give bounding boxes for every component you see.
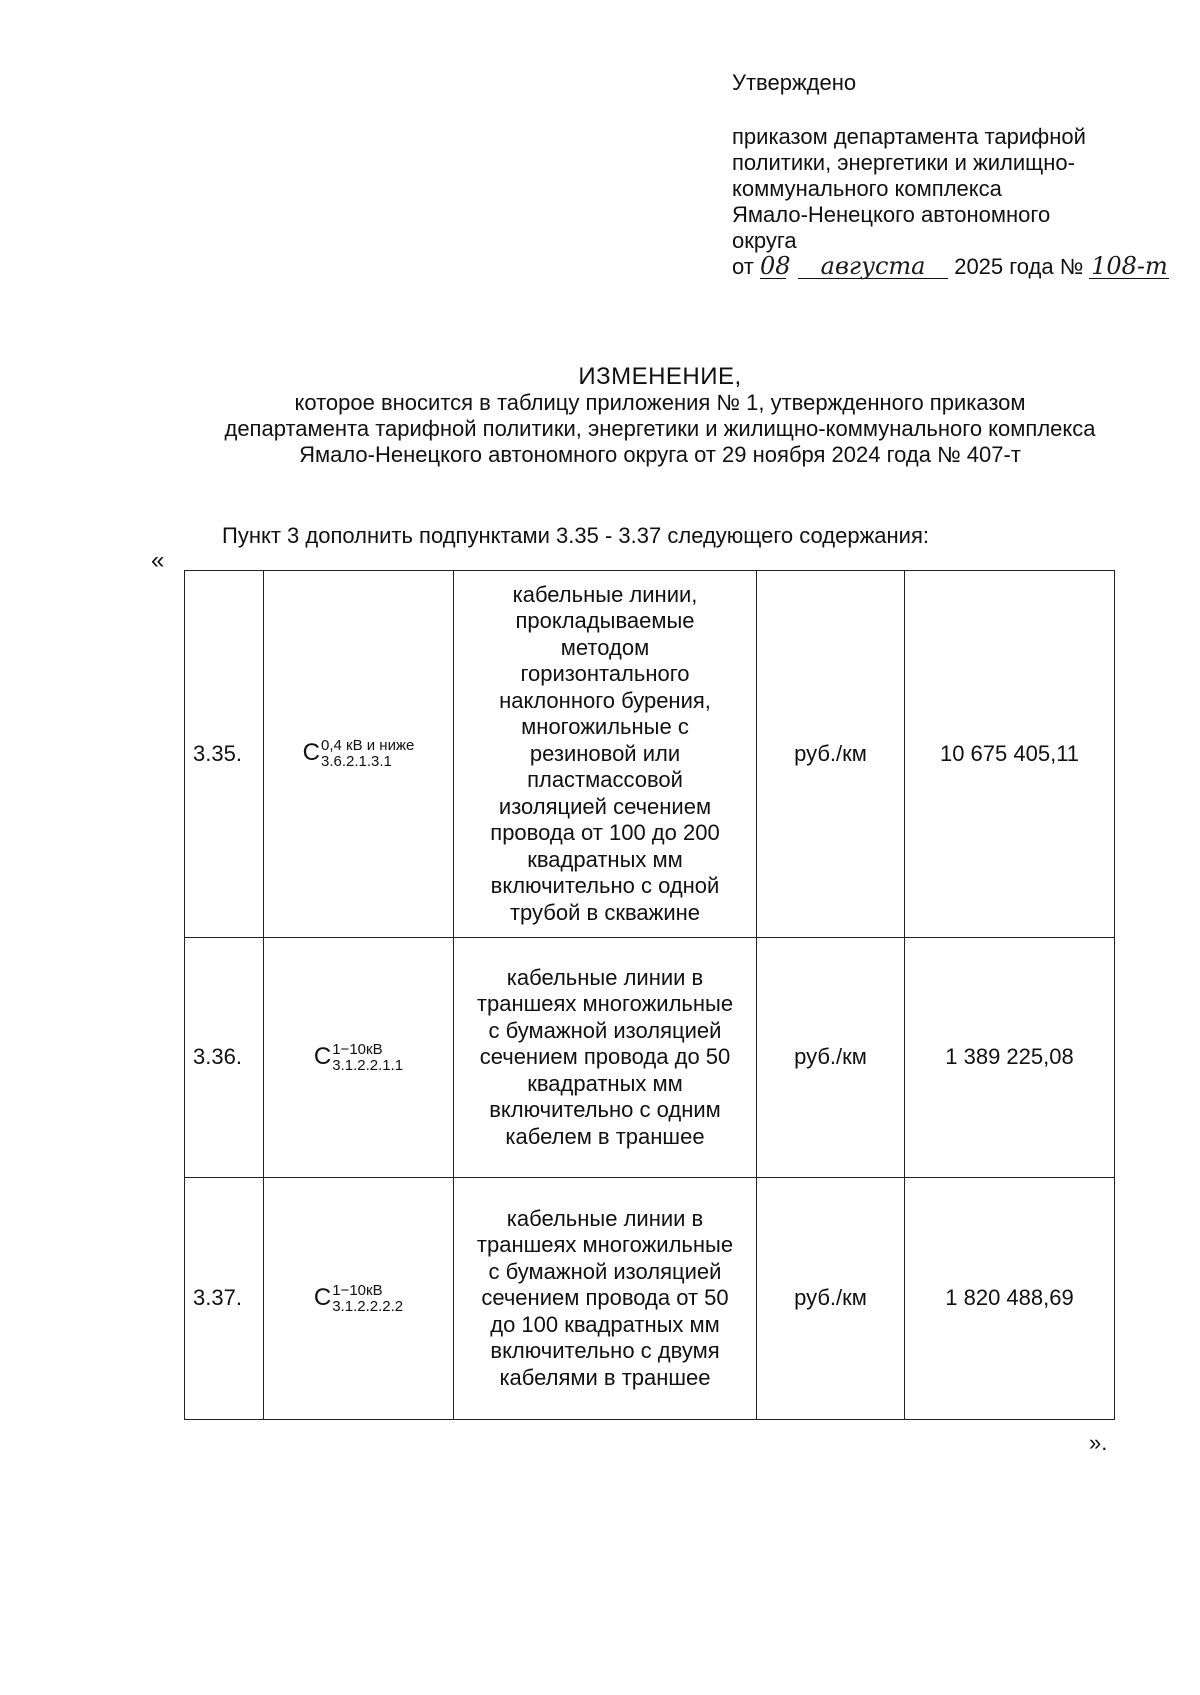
unit-cell: руб./км [757, 938, 905, 1178]
description-line: сечением провода до 50 [479, 1044, 731, 1070]
description-line: квадратных мм [527, 1070, 683, 1096]
description-line: включительно с одним [489, 1097, 721, 1123]
description-line: с бумажной изоляцией [488, 1258, 722, 1284]
description-line: включительно с двумя [490, 1338, 720, 1364]
approval-line: политики, энергетики и жилищно- [732, 150, 1075, 175]
rate-symbol-cell [264, 1178, 454, 1420]
opening-quote: « [151, 547, 165, 574]
rate-voltage-superscript: 0,4 кВ и ниже [321, 737, 415, 754]
heading-line: департамента тарифной политики, энергетики и жилищно-коммунального комплекса [224, 416, 1096, 441]
rate-symbol-cell [264, 938, 454, 1178]
rate-code-subscript: 3.6.2.1.3.1 [321, 753, 392, 770]
description-line: наклонного бурения, [499, 687, 711, 713]
rate-voltage-superscript: 1−10кВ [332, 1281, 383, 1299]
description-line: кабельные линии, [512, 581, 698, 607]
description-line: траншеях многожильные [476, 991, 734, 1017]
description-line: изоляцией сечением [498, 793, 712, 819]
description-line: сечением провода от 50 [481, 1285, 729, 1311]
table-body [185, 571, 1115, 1420]
description-line: многожильные с [521, 714, 689, 740]
description-cell [454, 938, 757, 1178]
unit-cell: руб./км [757, 571, 905, 938]
approved-label: Утверждено [732, 70, 857, 95]
approval-line: коммунального комплекса [732, 176, 1002, 201]
rate-index [332, 1283, 403, 1315]
table-row [185, 938, 1115, 1178]
intro-text: Пункт 3 дополнить подпунктами 3.35 - 3.37 следующего содержания: [222, 523, 929, 548]
approval-date-line [732, 254, 1172, 280]
rate-symbol: C [313, 1283, 332, 1311]
approval-line: округа [732, 228, 797, 253]
handwritten-month: августа [798, 254, 948, 279]
description-line: горизонтального [520, 661, 690, 687]
approval-line: Ямало-Ненецкого автономного [732, 202, 1051, 227]
rate-symbol: C [313, 1042, 332, 1070]
description-line: прокладываемые [515, 608, 695, 634]
description-line: кабелем в траншее [505, 1123, 705, 1149]
approval-line: приказом департамента тарифной [732, 124, 1086, 149]
value-cell: 10 675 405,11 [905, 571, 1115, 938]
document-heading [120, 364, 1200, 468]
row-number: 3.37. [185, 1178, 264, 1420]
row-number: 3.36. [185, 938, 264, 1178]
rate-code-subscript: 3.1.2.2.1.1 [332, 1056, 404, 1074]
approval-block [732, 70, 1172, 280]
table-row [185, 1178, 1115, 1420]
unit-cell: руб./км [757, 1178, 905, 1420]
description-line: методом [560, 634, 650, 660]
heading-title: ИЗМЕНЕНИЕ, [578, 363, 742, 390]
rate-index [321, 738, 414, 770]
value-cell: 1 389 225,08 [905, 938, 1115, 1178]
date-prefix: от [732, 254, 754, 279]
description-line: провода от 100 до 200 [490, 820, 720, 846]
description-line: пластмассовой [527, 767, 683, 793]
description-line: до 100 квадратных мм [490, 1311, 720, 1337]
rate-voltage-superscript: 1−10кВ [332, 1040, 383, 1058]
rate-index [332, 1042, 403, 1074]
rate-symbol-cell [264, 571, 454, 938]
description-line: с бумажной изоляцией [488, 1017, 722, 1043]
tariff-table [184, 570, 1115, 1420]
heading-line: которое вносится в таблицу приложения № 1, утвержденного приказом [294, 390, 1026, 415]
handwritten-order-number: 108-т [1091, 252, 1168, 280]
handwritten-day: 08 [759, 252, 791, 280]
table-row [185, 571, 1115, 938]
closing-quote: ». [1089, 1430, 1108, 1455]
description-line: трубой в скважине [509, 899, 701, 925]
rate-symbol: C [302, 738, 320, 766]
value-cell: 1 820 488,69 [905, 1178, 1115, 1420]
description-line: кабельные линии в [506, 1205, 704, 1231]
description-line: резиновой или [529, 740, 681, 766]
description-line: включительно с одной [490, 873, 720, 899]
description-line: кабелями в траншее [499, 1364, 711, 1390]
description-cell [454, 571, 757, 938]
description-line: траншеях многожильные [476, 1232, 734, 1258]
date-year-text: 2025 года № [954, 254, 1084, 279]
heading-line: Ямало-Ненецкого автономного округа от 29 ноября 2024 года № 407-т [299, 442, 1021, 467]
row-number: 3.35. [185, 571, 264, 938]
description-line: кабельные линии в [506, 964, 704, 990]
description-cell [454, 1178, 757, 1420]
rate-code-subscript: 3.1.2.2.2.2 [332, 1297, 404, 1315]
description-line: квадратных мм [527, 846, 683, 872]
